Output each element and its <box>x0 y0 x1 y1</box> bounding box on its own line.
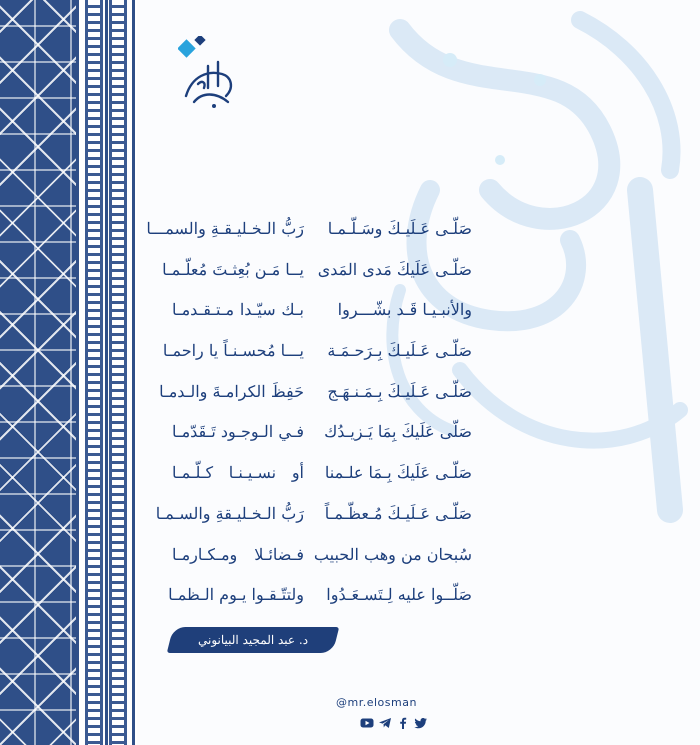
verse-first-hemistich: صَلّـى عَـلَيـكَ مُـعظّـمـاً <box>324 503 472 523</box>
greek-key-column <box>85 0 103 745</box>
verse-second-hemistich: أو نسـيـنـا كـلّـمـا <box>172 463 304 483</box>
verse-row <box>172 419 472 460</box>
verse-first-hemistich: والأنبـيـا قَـد بشّـــروا <box>337 300 472 320</box>
verse-first-hemistich: صَلّـى عَـلَيـكَ بِـمَـنـهَـج <box>327 381 472 401</box>
geometric-pattern-panel <box>0 0 76 745</box>
facebook-icon[interactable] <box>396 716 410 730</box>
verse-row <box>155 501 472 542</box>
verse-second-hemistich: رَبُّ الـخـليـقـةِ والسمـــا <box>146 219 304 238</box>
verse-row <box>172 297 472 338</box>
verse-second-hemistich: حَفِظَ الكرامـةَ والـدمـا <box>159 381 304 401</box>
verse-first-hemistich: صَلّـى عَـلَيـكَ بِـرَحـمَـة <box>327 341 472 361</box>
verse-first-hemistich: صَلّـى عَـلَيـكَ وسَـلّـمـا <box>327 219 472 238</box>
verse-second-hemistich: ولتتّـقـوا يـوم الـظمـا <box>168 585 304 605</box>
verse-row <box>172 460 472 501</box>
verse-second-hemistich: فـي الـوجـود تَـقَدّمـا <box>172 422 304 442</box>
border-rule <box>132 0 135 745</box>
verse-first-hemistich: صَلّــوا عليه لِـتَسـعَـدُوا <box>326 585 472 605</box>
verse-row <box>159 379 472 420</box>
verse-first-hemistich: صَلّـى عَلَيكَ مَدى المَدى <box>317 259 472 279</box>
telegram-icon[interactable] <box>378 716 392 730</box>
greek-key-border <box>76 0 137 745</box>
author-name: د. عبد المجيد البيانوني <box>197 633 309 647</box>
youtube-icon[interactable] <box>360 716 374 730</box>
author-badge <box>167 627 339 653</box>
verse-second-hemistich: يــا مَـن بُعِثـتَ مُعلّـمـا <box>162 259 304 279</box>
verse-second-hemistich: يـــا مُحسـنـاً يا راحمـا <box>162 341 304 361</box>
verse-second-hemistich: بـك سيّـدا مـتـقـدمـا <box>172 300 304 320</box>
verse-second-hemistich: رَبُّ الـخـليـقةِ والسـمـا <box>155 503 304 523</box>
verse-row <box>146 216 472 257</box>
verse-row <box>162 338 472 379</box>
verse-row <box>168 582 472 623</box>
border-rule <box>105 0 108 745</box>
verse-row <box>162 257 472 298</box>
verse-row <box>172 542 472 583</box>
verse-second-hemistich: فـضائـلا ومـكـارمـا <box>172 544 304 564</box>
twitter-icon[interactable] <box>414 716 428 730</box>
poem-verses <box>146 216 472 623</box>
calligraphy-logo <box>178 36 240 112</box>
verse-first-hemistich: صَلّى عَلَيكَ بِمَا يَـزيـدُك <box>324 422 472 442</box>
social-handle[interactable]: @mr.elosman <box>336 696 417 709</box>
verse-first-hemistich: صَلّـى عَلَيكَ بِـمَا علـمنا <box>324 463 472 483</box>
social-icons <box>360 716 428 730</box>
verse-first-hemistich: سُبحان من وهب الحبيب <box>313 544 472 564</box>
greek-key-column <box>109 0 127 745</box>
